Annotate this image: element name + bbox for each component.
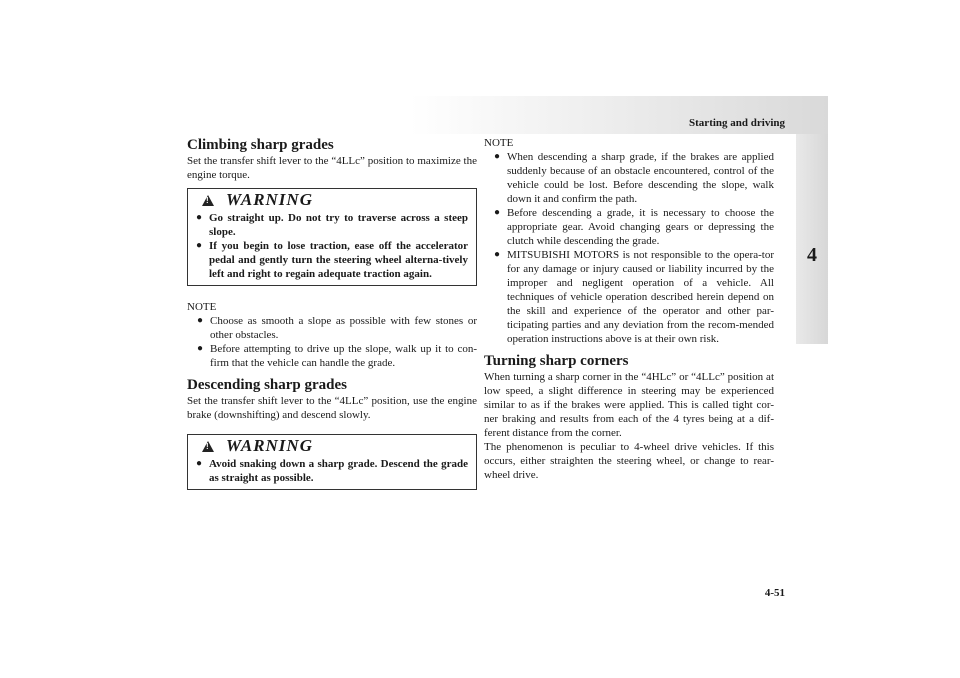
- note-block-climbing: [187, 300, 477, 370]
- note-item: ● When descending a sharp grade, if the brakes are applied suddenly because of an obstacle encountered, control of the vehicle could be lost. Before descending the slope, walk down it and confirm the path.: [494, 151, 774, 205]
- note-label: NOTE: [484, 137, 514, 149]
- warning-triangle-icon: [202, 441, 214, 452]
- bullet-icon: ●: [196, 458, 203, 469]
- warning-label: WARNING: [226, 190, 313, 209]
- note-item: ● Before attempting to drive up the slope, walk up it to con-firm that the vehicle can handle the grade.: [197, 343, 477, 369]
- section-heading-turning: Turning sharp corners: [484, 353, 629, 369]
- note-item: ● MITSUBISHI MOTORS is not responsible to the opera-tor for any damage or injury caused or liability incurred by the improper and negligent operation of a vehicle. All techniques of vehicle operation described herein depend on the skill and experience of the operator and other par-ticipating parties and any deviation from the recom-mended operation instructions above is at their own risk.: [494, 249, 774, 345]
- note-item: ● Choose as smooth a slope as possible with few stones or other obstacles.: [197, 315, 477, 341]
- note-block-descending: [484, 136, 774, 346]
- bullet-icon: ●: [197, 315, 204, 326]
- section-heading-descending: Descending sharp grades: [187, 377, 348, 393]
- warning-triangle-icon: [202, 195, 214, 206]
- climbing-body: Set the transfer shift lever to the “4LLc” position to maximize the engine torque.: [187, 155, 477, 181]
- warning-item: ● Go straight up. Do not try to traverse across a steep slope.: [196, 212, 468, 238]
- chapter-tab: [796, 134, 828, 344]
- warning-box-climbing: [187, 188, 477, 286]
- page-number: 4-51: [764, 587, 785, 599]
- running-header-title: Starting and driving: [689, 117, 785, 129]
- note-item: ● Before descending a grade, it is necessary to choose the appropriate gear. Avoid changing gears or depressing the clutch while descending the grade.: [494, 207, 774, 247]
- bullet-icon: ●: [196, 212, 203, 223]
- turning-body-2: The phenomenon is peculiar to 4-wheel drive vehicles. If this occurs, either straighten the steering wheel, or change to rear-wheel drive.: [484, 441, 774, 481]
- section-heading-climbing: Climbing sharp grades: [187, 137, 334, 153]
- bullet-icon: ●: [196, 240, 203, 251]
- left-column: [187, 136, 477, 490]
- warning-item: ● Avoid snaking down a sharp grade. Descend the grade as straight as possible.: [196, 458, 468, 484]
- right-column: [484, 136, 774, 482]
- chapter-tab-number: 4: [807, 244, 817, 266]
- warning-item: ● If you begin to lose traction, ease off the accelerator pedal and gently turn the steering wheel alterna-tively left and right to regain adequate traction again.: [196, 240, 468, 280]
- warning-header: [188, 189, 476, 211]
- bullet-icon: ●: [197, 343, 204, 354]
- note-label: NOTE: [187, 301, 217, 313]
- turning-body-1: When turning a sharp corner in the “4HLc” or “4LLc” position at low speed, a slight difference in steering may be experienced similar to as if the brakes were applied. This is called tight cor-ner braking and results from each of the 4 tyres being at a dif-ferent distance from the corner.: [484, 371, 774, 439]
- bullet-icon: ●: [494, 249, 501, 260]
- descending-body: Set the transfer shift lever to the “4LLc” position, use the engine brake (downshifting) and descend slowly.: [187, 395, 477, 421]
- warning-box-descending: [187, 434, 477, 490]
- bullet-icon: ●: [494, 151, 501, 162]
- warning-header: [188, 435, 476, 457]
- bullet-icon: ●: [494, 207, 501, 218]
- warning-label: WARNING: [226, 436, 313, 455]
